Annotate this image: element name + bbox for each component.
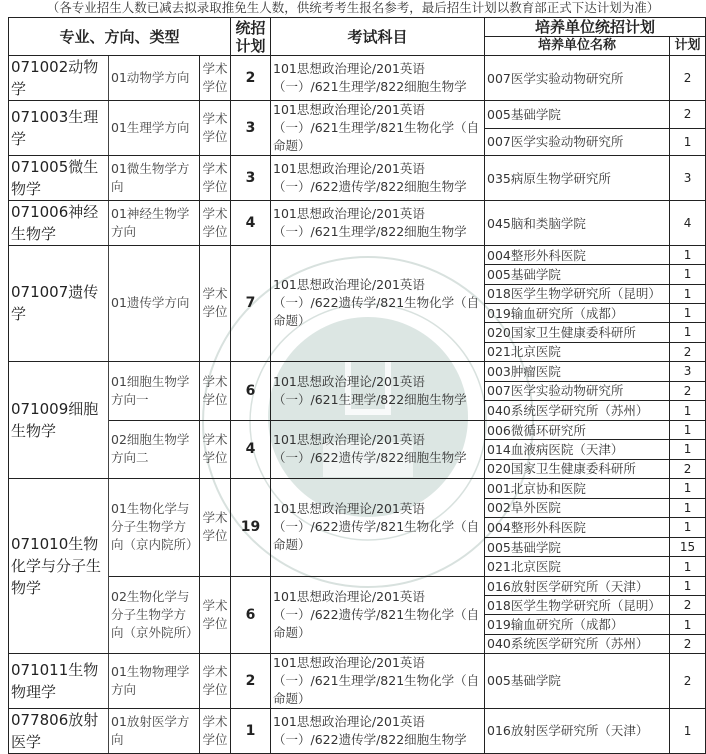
unit-plan: 1 <box>670 576 706 595</box>
major-name: 071002动物学 <box>9 56 109 101</box>
unit-name: 006微循环研究所 <box>485 420 670 439</box>
major-name: 071009细胞生物学 <box>9 361 109 478</box>
unit-name: 005基础学院 <box>485 653 670 708</box>
direction-name: 01遗传学方向 <box>109 246 200 362</box>
exam-subjects: 101思想政治理论/201英语（一）/621生理学/822细胞生物学 <box>271 201 485 246</box>
degree-type: 学术学位 <box>200 708 231 753</box>
exam-subjects: 101思想政治理论/201英语（一）/622遗传学/822细胞生物学 <box>271 156 485 201</box>
total-plan: 6 <box>231 576 271 653</box>
major-name: 071011生物物理学 <box>9 653 109 708</box>
table-row <box>9 478 706 498</box>
table-row <box>9 361 706 381</box>
major-name: 077806放射医学 <box>9 708 109 753</box>
unit-name: 035病原生物学研究所 <box>485 156 670 201</box>
degree-type: 学术学位 <box>200 478 231 576</box>
unit-name: 004整形外科医院 <box>485 246 670 265</box>
exam-subjects: 101思想政治理论/201英语（一）/622遗传学/822细胞生物学 <box>271 708 485 753</box>
unit-plan: 3 <box>670 156 706 201</box>
direction-name: 01细胞生物学方向一 <box>109 361 200 420</box>
unit-plan: 2 <box>670 342 706 361</box>
unit-name: 003肿瘤医院 <box>485 361 670 381</box>
total-plan: 3 <box>231 156 271 201</box>
unit-name: 005基础学院 <box>485 537 670 557</box>
total-plan: 3 <box>231 101 271 156</box>
unit-plan: 1 <box>670 708 706 753</box>
total-plan: 7 <box>231 246 271 362</box>
unit-name: 020国家卫生健康委科研所 <box>485 459 670 478</box>
unit-plan: 1 <box>670 518 706 538</box>
table-row <box>9 156 706 201</box>
degree-type: 学术学位 <box>200 201 231 246</box>
table-row <box>9 101 706 129</box>
unit-plan: 1 <box>670 323 706 342</box>
degree-type: 学术学位 <box>200 156 231 201</box>
degree-type: 学术学位 <box>200 653 231 708</box>
table-row <box>9 246 706 265</box>
unit-name: 019输血研究所（成都） <box>485 303 670 322</box>
unit-name: 040系统医学研究所（苏州） <box>485 634 670 653</box>
exam-subjects: 101思想政治理论/201英语（一）/622遗传学/822细胞生物学 <box>271 420 485 478</box>
unit-plan: 1 <box>670 615 706 634</box>
exam-subjects: 101思想政治理论/201英语（一）/621生理学/822细胞生物学 <box>271 56 485 101</box>
unit-plan: 3 <box>670 361 706 381</box>
header-plan: 计划 <box>670 37 706 56</box>
unit-plan: 1 <box>670 265 706 284</box>
unit-plan: 4 <box>670 201 706 246</box>
unit-plan: 2 <box>670 56 706 101</box>
degree-type: 学术学位 <box>200 420 231 478</box>
major-name: 071006神经生物学 <box>9 201 109 246</box>
direction-name: 01放射医学方向 <box>109 708 200 753</box>
unit-name: 016放射医学研究所（天津） <box>485 708 670 753</box>
exam-subjects: 101思想政治理论/201英语（一）/622遗传学/821生物化学（自命题） <box>271 576 485 653</box>
total-plan: 4 <box>231 201 271 246</box>
table-row <box>9 201 706 246</box>
unit-name: 020国家卫生健康委科研所 <box>485 323 670 342</box>
table-row <box>9 576 706 595</box>
unit-name: 040系统医学研究所（苏州） <box>485 401 670 421</box>
table-row <box>9 56 706 101</box>
unit-plan: 1 <box>670 557 706 577</box>
table-row <box>9 653 706 708</box>
unit-name: 021北京医院 <box>485 557 670 577</box>
major-name: 071010生物化学与分子生物学 <box>9 478 109 653</box>
unit-plan: 1 <box>670 246 706 265</box>
unit-name: 021北京医院 <box>485 342 670 361</box>
exam-subjects: 101思想政治理论/201英语（一）/621生理学/821生物化学（自命题） <box>271 653 485 708</box>
major-name: 071005微生物学 <box>9 156 109 201</box>
direction-name: 01生物物理学方向 <box>109 653 200 708</box>
direction-name: 02生物化学与分子生物学方向（京外院所） <box>109 576 200 653</box>
unit-name: 018医学生物学研究所（昆明） <box>485 284 670 303</box>
unit-plan: 1 <box>670 401 706 421</box>
unit-plan: 2 <box>670 596 706 615</box>
unit-name: 007医学实验动物研究所 <box>485 128 670 156</box>
degree-type: 学术学位 <box>200 576 231 653</box>
direction-name: 01生理学方向 <box>109 101 200 156</box>
enrollment-plan-table <box>8 17 706 754</box>
unit-plan: 1 <box>670 420 706 439</box>
unit-plan: 1 <box>670 303 706 322</box>
header-exam: 考试科目 <box>271 18 485 56</box>
table-row <box>9 420 706 439</box>
major-name: 071003生理学 <box>9 101 109 156</box>
unit-name: 004整形外科医院 <box>485 518 670 538</box>
enrollment-note: （各专业招生人数已减去拟录取推免生人数，供统考考生报名参考，最后招生计划以教育部正式下达计划为准） <box>46 0 660 15</box>
unit-name: 016放射医学研究所（天津） <box>485 576 670 595</box>
exam-subjects: 101思想政治理论/201英语（一）/621生理学/821生物化学（自命题） <box>271 101 485 156</box>
direction-name: 01微生物学方向 <box>109 156 200 201</box>
degree-type: 学术学位 <box>200 101 231 156</box>
total-plan: 19 <box>231 478 271 576</box>
unit-name: 007医学实验动物研究所 <box>485 381 670 401</box>
unit-name: 018医学生物学研究所（昆明） <box>485 596 670 615</box>
header-major: 专业、方向、类型 <box>9 18 231 56</box>
unit-plan: 1 <box>670 284 706 303</box>
major-name: 071007遗传学 <box>9 246 109 362</box>
unit-name: 045脑和类脑学院 <box>485 201 670 246</box>
unit-plan: 2 <box>670 634 706 653</box>
exam-subjects: 101思想政治理论/201英语（一）/621生理学/822细胞生物学 <box>271 361 485 420</box>
unit-name: 019输血研究所（成都） <box>485 615 670 634</box>
total-plan: 2 <box>231 56 271 101</box>
direction-name: 01神经生物学方向 <box>109 201 200 246</box>
unit-plan: 1 <box>670 440 706 459</box>
unit-name: 005基础学院 <box>485 265 670 284</box>
unit-name: 007医学实验动物研究所 <box>485 56 670 101</box>
exam-subjects: 101思想政治理论/201英语（一）/622遗传学/821生物化学（自命题） <box>271 246 485 362</box>
unit-plan: 2 <box>670 459 706 478</box>
unit-plan: 1 <box>670 498 706 518</box>
unit-name: 002阜外医院 <box>485 498 670 518</box>
unit-plan: 2 <box>670 101 706 129</box>
total-plan: 4 <box>231 420 271 478</box>
unit-plan: 2 <box>670 653 706 708</box>
unit-name: 005基础学院 <box>485 101 670 129</box>
degree-type: 学术学位 <box>200 361 231 420</box>
unit-plan: 15 <box>670 537 706 557</box>
direction-name: 02细胞生物学方向二 <box>109 420 200 478</box>
unit-plan: 1 <box>670 128 706 156</box>
direction-name: 01生物化学与分子生物学方向（京内院所） <box>109 478 200 576</box>
header-unit-plan: 培养单位统招计划 <box>485 18 706 37</box>
unit-name: 014血液病医院（天津） <box>485 440 670 459</box>
degree-type: 学术学位 <box>200 246 231 362</box>
table-row <box>9 708 706 753</box>
unit-plan: 2 <box>670 381 706 401</box>
total-plan: 1 <box>231 708 271 753</box>
unit-plan: 1 <box>670 478 706 498</box>
direction-name: 01动物学方向 <box>109 56 200 101</box>
table-body <box>9 56 706 754</box>
header-total: 统招计划 <box>231 18 271 56</box>
total-plan: 6 <box>231 361 271 420</box>
exam-subjects: 101思想政治理论/201英语（一）/622遗传学/821生物化学（自命题） <box>271 478 485 576</box>
total-plan: 2 <box>231 653 271 708</box>
degree-type: 学术学位 <box>200 56 231 101</box>
unit-name: 001北京协和医院 <box>485 478 670 498</box>
header-unit-name: 培养单位名称 <box>485 37 670 56</box>
